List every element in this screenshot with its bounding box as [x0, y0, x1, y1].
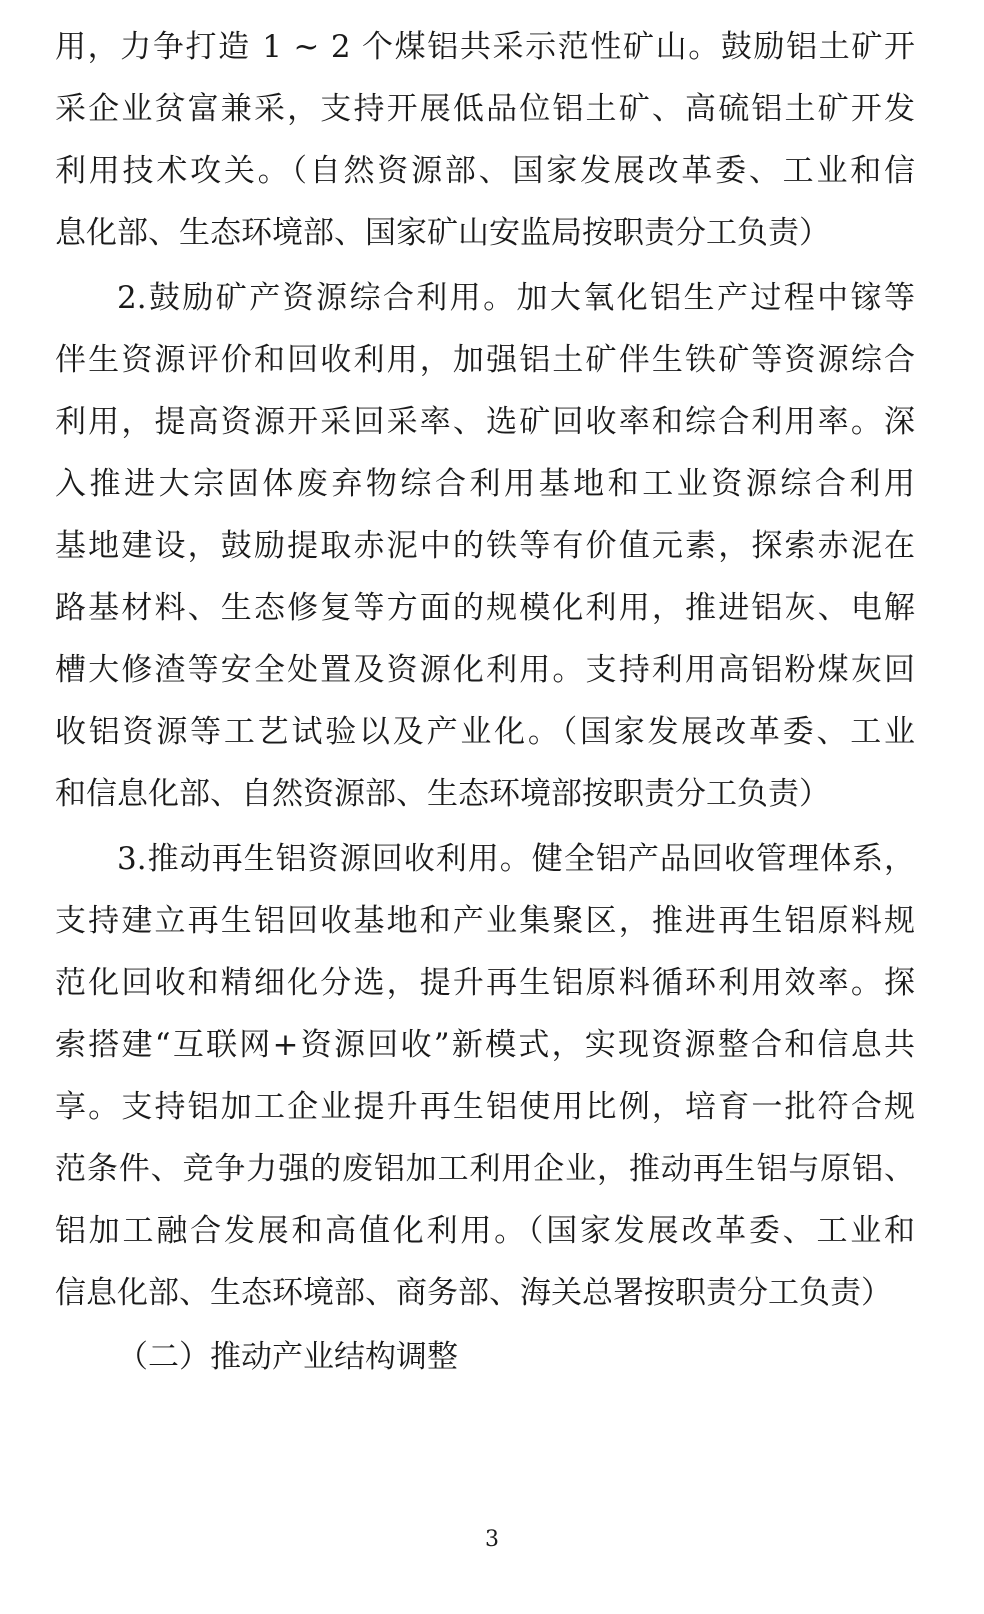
text-line: 收铝资源等工艺试验以及产业化。（国家发展改革委、工业: [55, 714, 915, 750]
text-line: 槽大修渣等安全处置及资源化利用。支持利用高铝粉煤灰回: [55, 652, 915, 688]
section-item-3-heading-line: 3.推动再生铝资源回收利用。健全铝产品回收管理体系，: [117, 841, 915, 877]
text-line: 伴生资源评价和回收利用，加强铝土矿伴生铁矿等资源综合: [55, 342, 915, 378]
text-line: 和信息化部、自然资源部、生态环境部按职责分工负责）: [55, 776, 830, 812]
text-line: 铝加工融合发展和高值化利用。（国家发展改革委、工业和: [55, 1213, 915, 1249]
section-item-2-heading-line: 2.鼓励矿产资源综合利用。加大氧化铝生产过程中镓等: [117, 280, 915, 316]
text-line: 范条件、竞争力强的废铝加工利用企业，推动再生铝与原铝、: [55, 1151, 915, 1187]
page-number: 3: [485, 1527, 499, 1552]
text-line: 信息化部、生态环境部、商务部、海关总署按职责分工负责）: [55, 1275, 892, 1311]
text-line: 享。支持铝加工企业提升再生铝使用比例，培育一批符合规: [55, 1089, 915, 1125]
text-line: 利用，提高资源开采回采率、选矿回收率和综合利用率。深: [55, 404, 915, 440]
text-line: 入推进大宗固体废弃物综合利用基地和工业资源综合利用: [55, 466, 915, 502]
text-line: 用，力争打造 1 ~ 2 个煤铝共采示范性矿山。鼓励铝土矿开: [55, 29, 915, 65]
text-line: 利用技术攻关。（自然资源部、国家发展改革委、工业和信: [55, 153, 915, 189]
text-line: 范化回收和精细化分选，提升再生铝原料循环利用效率。探: [55, 965, 915, 1001]
text-line: 索搭建“互联网+资源回收”新模式，实现资源整合和信息共: [55, 1027, 915, 1063]
section-heading: （二）推动产业结构调整: [117, 1339, 458, 1375]
text-line: 息化部、生态环境部、国家矿山安监局按职责分工负责）: [55, 215, 830, 251]
text-line: 基地建设，鼓励提取赤泥中的铁等有价值元素，探索赤泥在: [55, 528, 915, 564]
text-line: 支持建立再生铝回收基地和产业集聚区，推进再生铝原料规: [55, 903, 915, 939]
text-line: 采企业贫富兼采，支持开展低品位铝土矿、高硫铝土矿开发: [55, 91, 915, 127]
text-line: 路基材料、生态修复等方面的规模化利用，推进铝灰、电解: [55, 590, 915, 626]
